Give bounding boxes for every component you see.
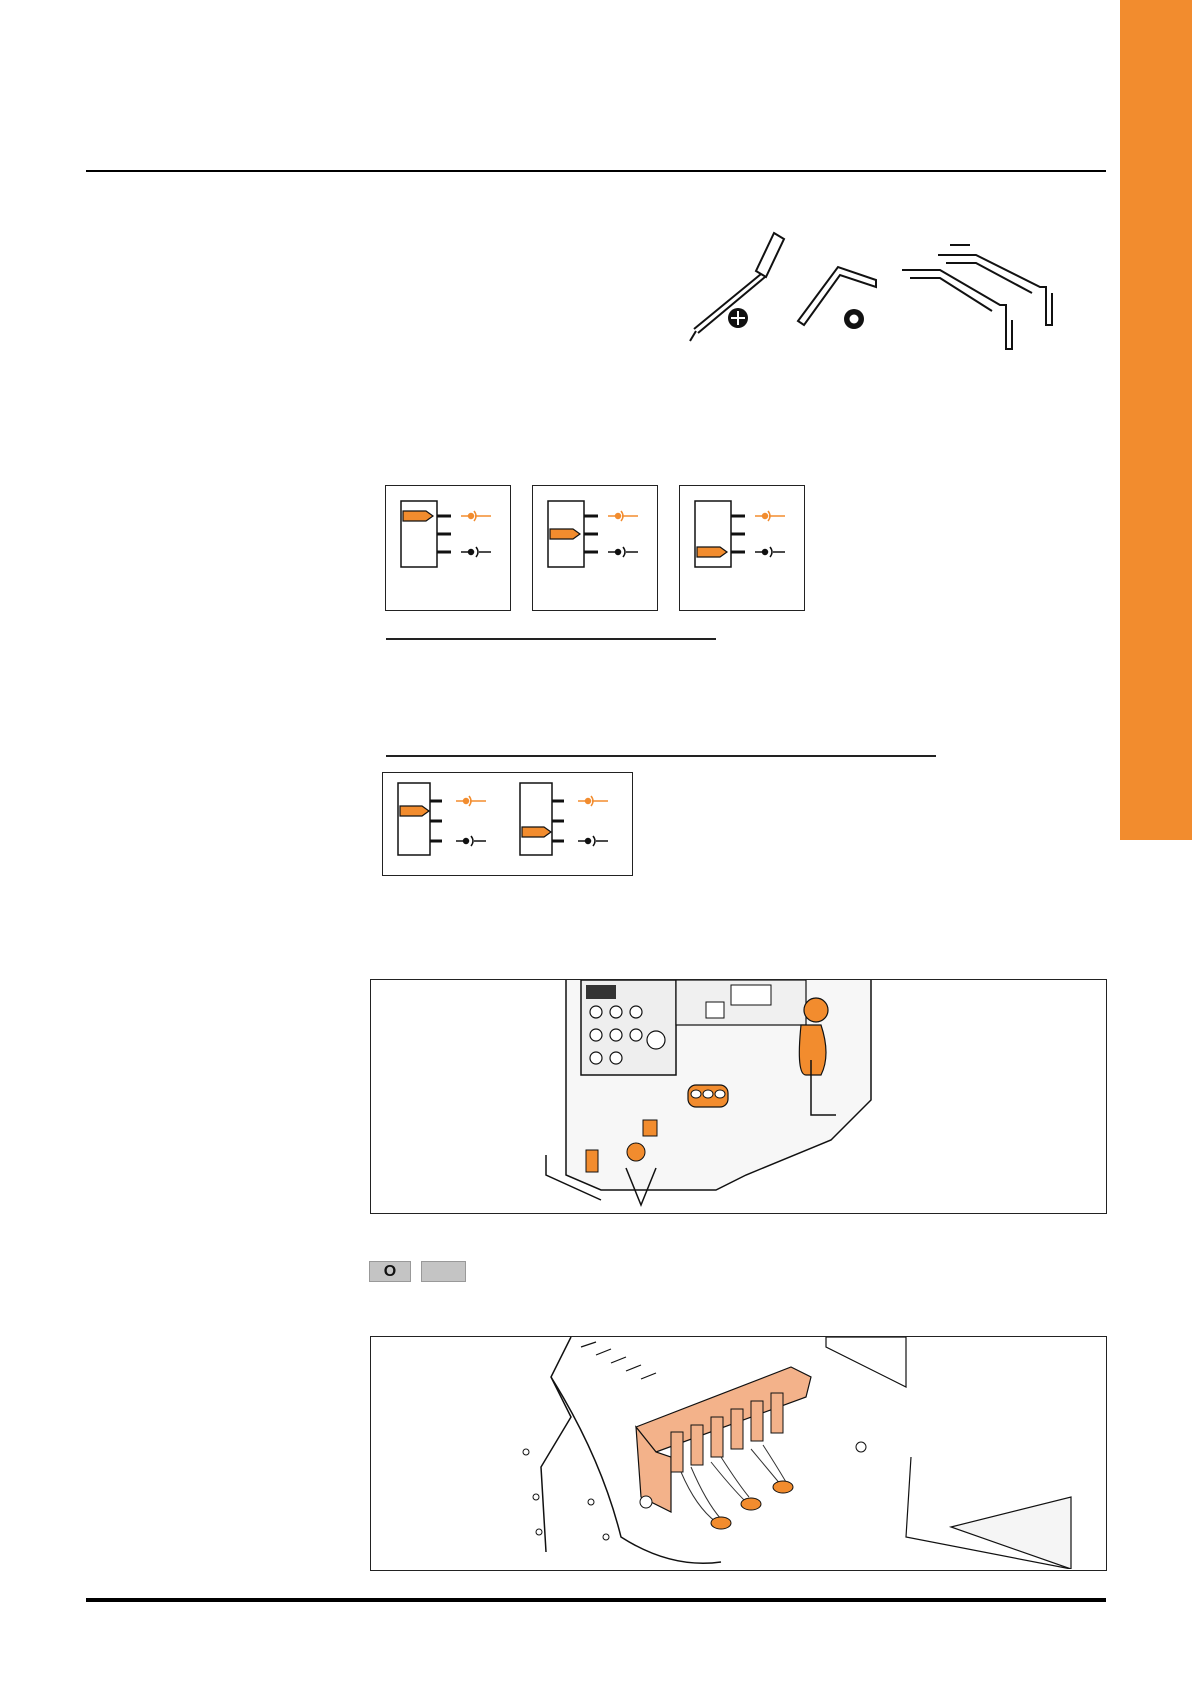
extraction-tools-icon (902, 245, 1052, 349)
underline-rule-2 (386, 755, 936, 757)
second-button (421, 1261, 466, 1282)
ring-icon (844, 309, 864, 329)
off-button-symbol: O (383, 1262, 397, 1280)
footer-rule (86, 1598, 1106, 1602)
position-diagram-group-b (382, 772, 633, 876)
plus-circle-icon (728, 308, 748, 328)
header-rule (86, 170, 1106, 172)
breaker-front-illustration (370, 979, 1107, 1214)
position-diagram-3 (679, 485, 805, 611)
position-diagram-1 (385, 485, 511, 611)
position-diagram-2 (532, 485, 658, 611)
off-button (369, 1261, 411, 1282)
hex-key-icon (798, 267, 876, 325)
underline-rule-1 (386, 638, 716, 640)
section-tab (1120, 0, 1192, 840)
connector-illustration (370, 1336, 1107, 1571)
tools-illustration (680, 225, 1060, 355)
